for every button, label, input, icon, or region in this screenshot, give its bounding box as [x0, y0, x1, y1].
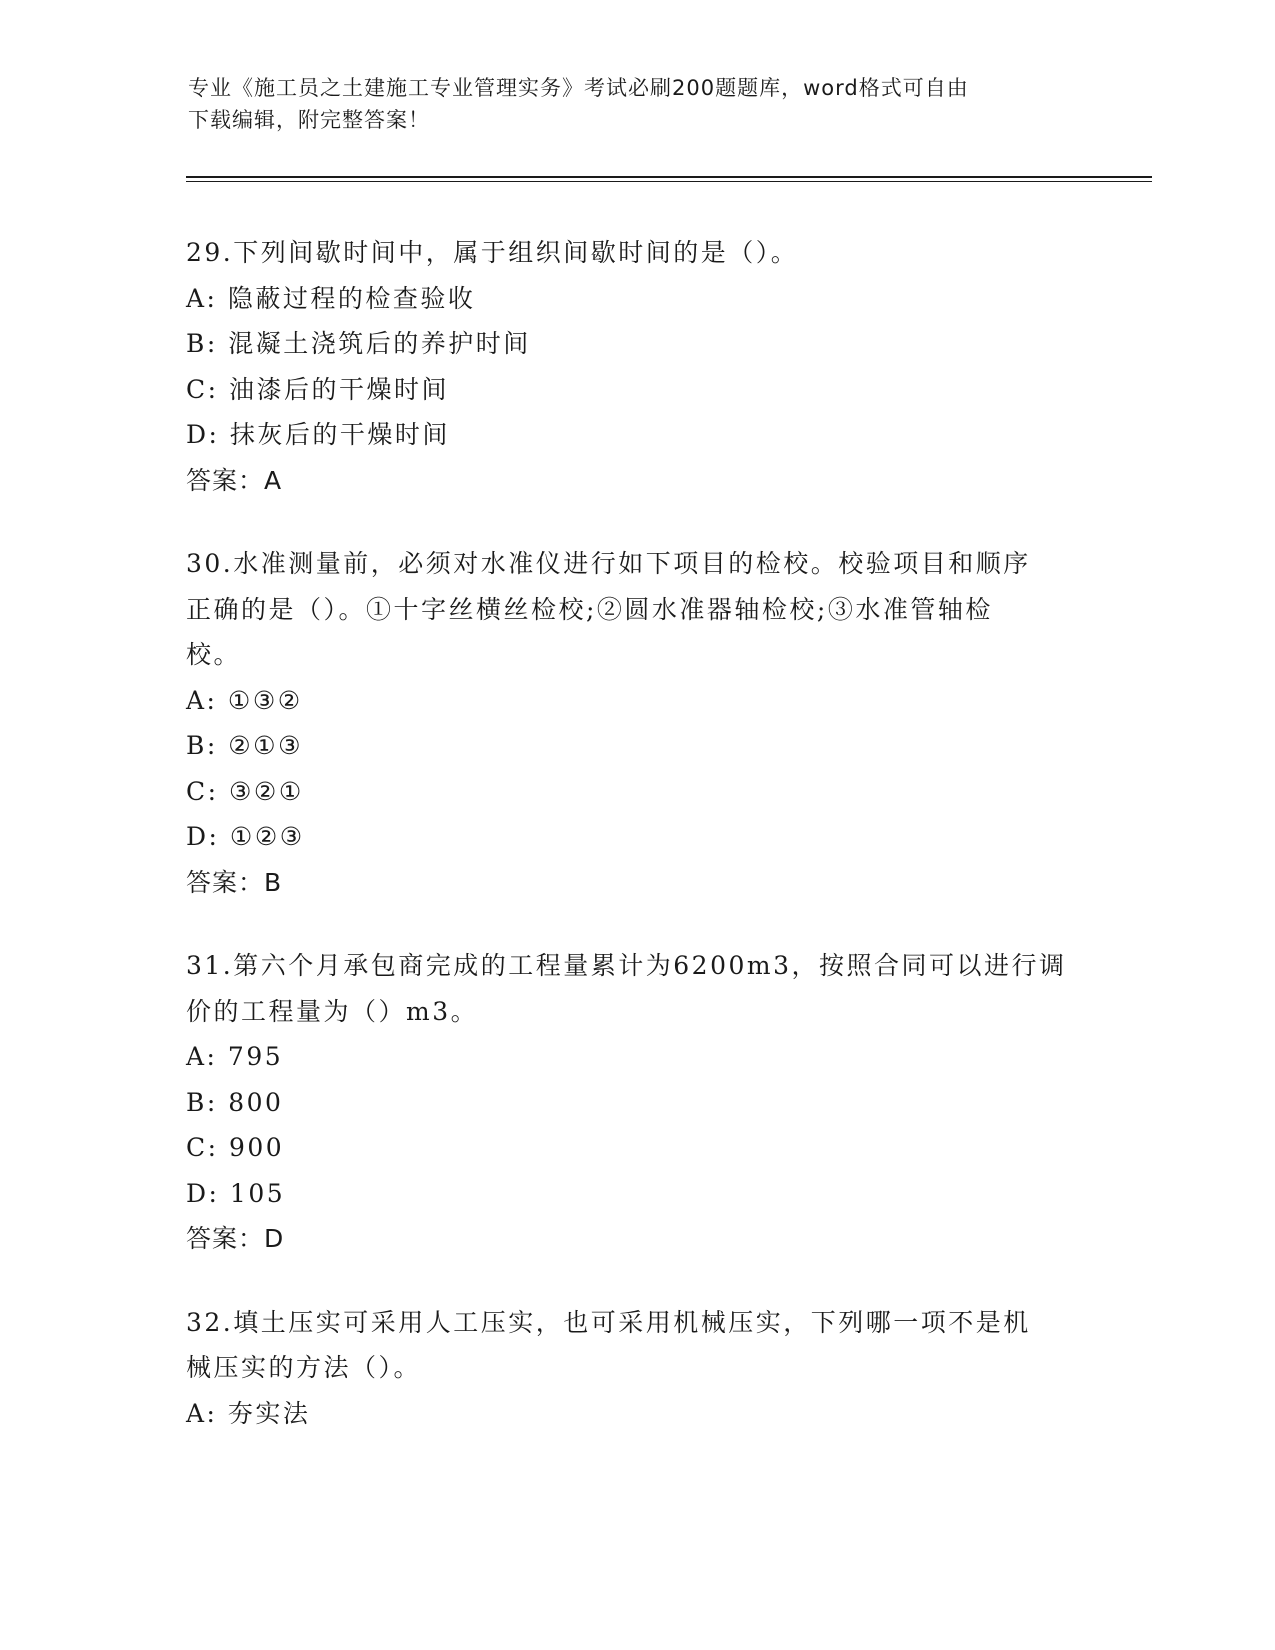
option-c: C: 900 [186, 1133, 285, 1162]
header-line-1: 专业《施工员之土建施工专业管理实务》考试必刷200题题库，word格式可自由 [188, 76, 969, 100]
option-d: D: 105 [186, 1178, 286, 1208]
question-stem: 校。 [186, 640, 242, 669]
question-stem: 30.水准测量前，必须对水准仪进行如下项目的检校。校验项目和顺序 [186, 549, 1031, 578]
question-stem: 械压实的方法（）。 [186, 1353, 422, 1382]
option-d: D: ①②③ [186, 822, 305, 851]
question-list [186, 230, 1086, 1474]
option-b: B: 混凝土浇筑后的养护时间 [186, 329, 531, 358]
document-header [188, 72, 1068, 136]
option-c: C: ③②① [186, 776, 304, 806]
question-stem: 正确的是（）。①十字丝横丝检校;②圆水准器轴检校;③水准管轴检 [186, 594, 993, 624]
question-stem: 29.下列间歇时间中，属于组织间歇时间的是（）。 [186, 238, 799, 267]
question-31 [186, 943, 1086, 1262]
question-32 [186, 1300, 1086, 1437]
option-d: D: 抹灰后的干燥时间 [186, 420, 450, 449]
question-stem: 价的工程量为（）m3。 [186, 996, 479, 1026]
header-divider-thick [186, 176, 1152, 178]
question-stem: 32.填土压实可采用人工压实，也可采用机械压实，下列哪一项不是机 [186, 1307, 1031, 1337]
answer-line: 答案：B [186, 867, 283, 897]
option-a: A: 隐蔽过程的检查验收 [186, 283, 476, 313]
option-b: B: ②①③ [186, 731, 303, 760]
answer-line: 答案：D [186, 1224, 285, 1253]
header-line-2: 下载编辑，附完整答案！ [188, 108, 430, 132]
header-divider-thin [186, 181, 1152, 182]
question-29 [186, 230, 1086, 503]
option-b: B: 800 [186, 1087, 284, 1117]
question-stem: 31.第六个月承包商完成的工程量累计为6200m3，按照合同可以进行调 [186, 951, 1067, 980]
question-30 [186, 541, 1086, 905]
option-a: A: 夯实法 [186, 1398, 311, 1428]
option-c: C: 油漆后的干燥时间 [186, 374, 449, 404]
option-a: A: 795 [186, 1042, 284, 1071]
answer-line: 答案：A [186, 465, 283, 495]
option-a: A: ①③② [186, 685, 303, 715]
